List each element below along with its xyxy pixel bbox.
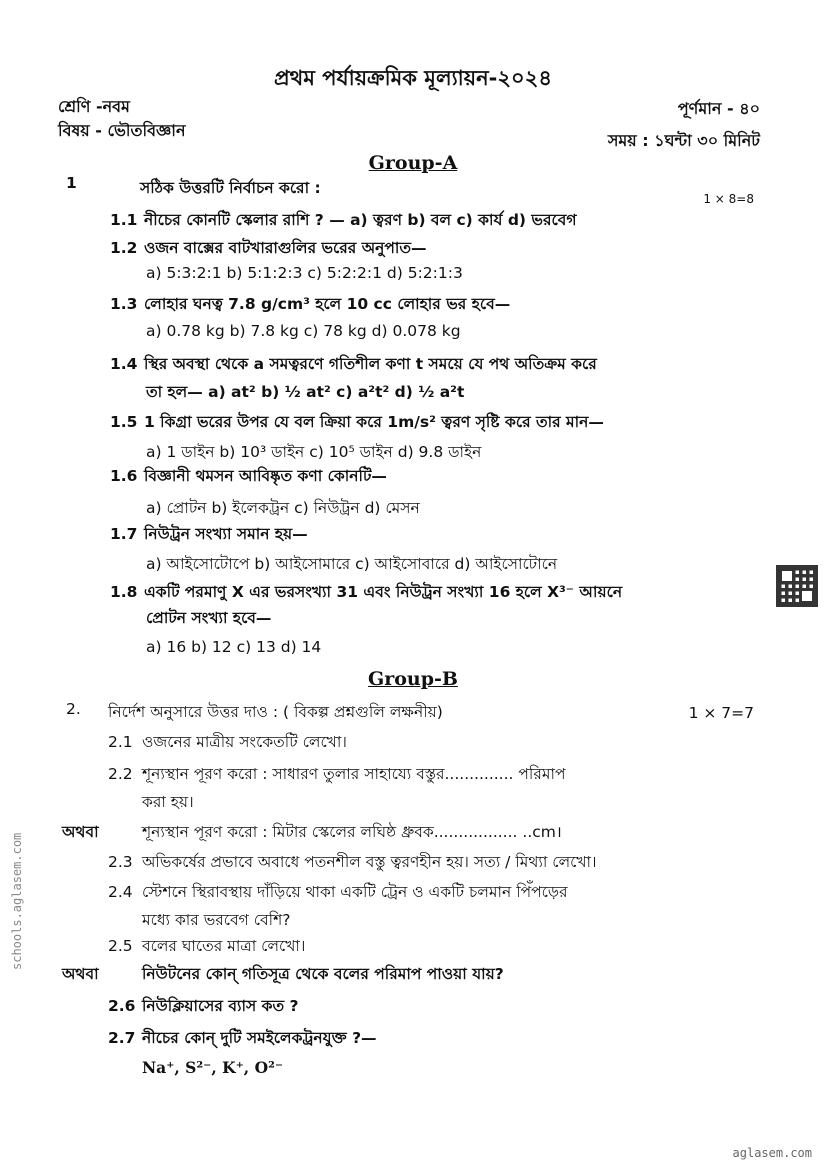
question-2-4-line2: মধ্যে কার ভরবেগ বেশি?	[142, 911, 291, 929]
question-2-2-line2: করা হয়।	[142, 793, 194, 811]
question-2-4: 2.4 স্টেশনে স্থিরাবস্থায় দাঁড়িয়ে থাকা একটি ট্রেন ও একটি চলমান পিঁপড়ের	[108, 883, 568, 901]
full-marks: পূর্ণমান - ৪০	[677, 99, 760, 118]
question-1-8-options: a) 16 b) 12 c) 13 d) 14	[146, 638, 322, 656]
group-a-number: 1	[66, 174, 77, 192]
class-label: শ্রেণি -নবম	[58, 97, 130, 116]
question-1-1: 1.1 নীচের কোনটি স্কেলার রাশি ? — a) ত্বরণ b) বল c) কার্য d) ভরবেগ	[110, 211, 577, 229]
group-a-marks: 1 × 8=8	[703, 192, 754, 206]
question-1-2-options: a) 5:3:2:1 b) 5:1:2:3 c) 5:2:2:1 d) 5:2:1:3	[146, 264, 463, 282]
question-1-5: 1.5 1 কিগ্রা ভরের উপর যে বল ক্রিয়া করে 1m/s² ত্বরণ সৃষ্টি করে তার মান—	[110, 413, 604, 431]
site-mark: aglasem.com	[732, 1146, 812, 1160]
group-b-marks: 1 × 7=7	[688, 704, 754, 722]
question-1-4: 1.4 স্থির অবস্থা থেকে a সমত্বরণে গতিশীল কণা t সময়ে যে পথ অতিক্রম করে	[110, 355, 597, 373]
group-b-instruction: নির্দেশ অনুসারে উত্তর দাও : ( বিকল্প প্রশ্নগুলি লক্ষনীয়)	[108, 703, 443, 721]
exam-title: প্রথম পর্যায়ক্রমিক মূল্যায়ন-২০২৪	[274, 66, 552, 90]
group-a-instruction: সঠিক উত্তরটি নির্বাচন করো :	[140, 179, 321, 197]
group-a-title: Group-A	[368, 152, 458, 174]
question-2-7: 2.7 নীচের কোন্ দুটি সমইলেকট্রনযুক্ত ?—	[108, 1029, 377, 1047]
question-2-6: 2.6 নিউক্লিয়াসের ব্যাস কত ?	[108, 997, 299, 1015]
question-1-7: 1.7 নিউট্রন সংখ্যা সমান হয়—	[110, 525, 308, 543]
question-1-3: 1.3 লোহার ঘনত্ব 7.8 g/cm³ হলে 10 cc লোহার ভর হবে—	[110, 295, 511, 313]
question-1-6-options: a) প্রোটন b) ইলেকট্রন c) নিউট্রন d) মেসন	[146, 499, 420, 517]
group-b-number: 2.	[66, 700, 81, 718]
question-1-6: 1.6 বিজ্ঞানী থমসন আবিষ্কৃত কণা কোনটি—	[110, 467, 387, 485]
question-1-3-options: a) 0.78 kg b) 7.8 kg c) 78 kg d) 0.078 kg	[146, 322, 461, 340]
question-2-1: 2.1 ওজনের মাত্রীয় সংকেতটি লেখো।	[108, 733, 347, 751]
question-2-2-alt: অথবা শূন্যস্থান পূরণ করো : মিটার স্কেলের লঘিষ্ঠ ধ্রুবক................. ..cm।	[62, 823, 562, 841]
question-1-5-options: a) 1 ডাইন b) 10³ ডাইন c) 10⁵ ডাইন d) 9.8 ডাইন	[146, 443, 482, 461]
side-watermark: schools.aglasem.com	[10, 832, 24, 970]
question-1-8: 1.8 একটি পরমাণু X এর ভরসংখ্যা 31 এবং নিউট্রন সংখ্যা 16 হলে X³⁻ আয়নে	[110, 583, 623, 601]
question-2-5: 2.5 বলের ঘাতের মাত্রা লেখো।	[108, 937, 306, 955]
question-1-7-options: a) আইসোটোপে b) আইসোমারে c) আইসোবারে d) আইসোটোনে	[146, 555, 558, 573]
question-2-2: 2.2 শূন্যস্থান পূরণ করো : সাধারণ তুলার সাহায্যে বস্তুর.............. পরিমাপ	[108, 765, 566, 783]
question-1-4-options: তা হল— a) at² b) ½ at² c) a²t² d) ½ a²t	[146, 383, 465, 401]
group-b-title: Group-B	[368, 668, 458, 690]
question-2-5-alt: অথবা নিউটনের কোন্ গতিসূত্র থেকে বলের পরিমাপ পাওয়া যায়?	[62, 965, 504, 983]
exam-time: সময় : ১ঘন্টা ৩০ মিনিট	[607, 131, 760, 150]
subject-label: বিষয় - ভৌতবিজ্ঞান	[58, 121, 186, 140]
qr-code-icon	[776, 565, 818, 607]
question-1-2: 1.2 ওজন বাক্সের বাটখারাগুলির ভরের অনুপাত—	[110, 239, 427, 257]
question-2-7-options: Na⁺, S²⁻, K⁺, O²⁻	[142, 1058, 284, 1077]
question-2-3: 2.3 অভিকর্ষের প্রভাবে অবাধে পতনশীল বস্তু ত্বরণহীন হয়। সত্য / মিথ্যা লেখো।	[108, 853, 597, 871]
question-1-8-line2: প্রোটন সংখ্যা হবে—	[146, 609, 272, 627]
